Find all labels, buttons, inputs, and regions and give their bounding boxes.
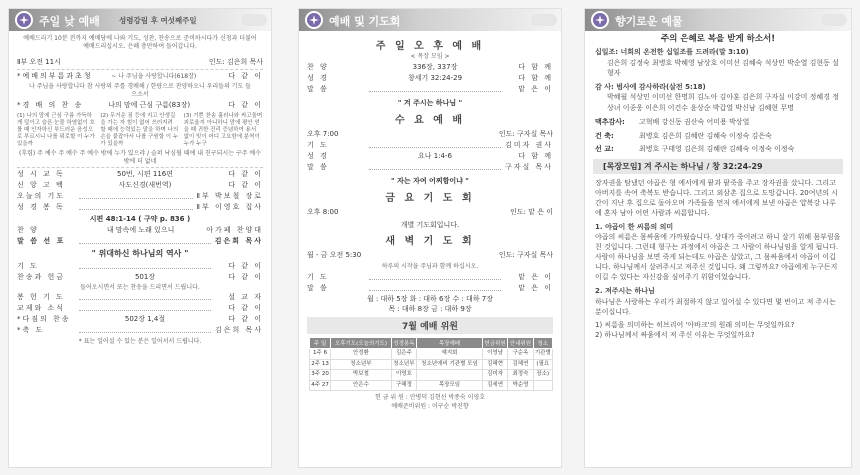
committee-title: 7월 예배 위원 <box>307 317 553 334</box>
verse: (1) 나의 맘에 근심 구름 가득하게 덮이고 슬픈 눈물 하염없이 흐를 때 인자하신 부드러운 음성으로 부르시니 나를 위로할 이 누가 있을까 <box>17 113 95 147</box>
order-row: 찬 양 336장, 337장 다 함 께 <box>307 63 553 71</box>
church-logo-icon <box>591 11 609 29</box>
offering-note: 들어오시면서 또는 찬송을 드리면서 드립니다. <box>80 284 200 291</box>
order-row: *다짐의 찬송 502장 1,4절 다 같 이 <box>17 315 263 323</box>
hymn-verses <box>9 111 271 150</box>
order-row: 말 씀 맡 은 이 <box>307 85 553 93</box>
order-row: *경 배 의 찬 송 나의 맘에 근심 구름(83장) 다 같 이 <box>17 101 263 109</box>
dawn-title: 새 벽 기 도 회 <box>385 236 475 247</box>
tithe-names: 김은희 김정숙 최병호 박혜영 남상호 이미선 김혜숙 석상민 박순열 김현동 설형자 <box>607 58 839 77</box>
study-heading: [목장모임] 겨 주시는 하나님 / 창 32:24-29 <box>593 159 843 174</box>
point-1-body: 야곱의 씨름은 몸싸움에 가까웠습니다. 상대가 죽이려고 하니 살기 위해 몸부림을 친 것입니다. 그런데 형구는 과정에서 야곱은 그 사람이 하나님임을 알게 됩니다. 사람이 하나님을 보면 죽게 되는데도 야곱은 살았고, 그 몸싸움에서 야곱이 이깁니다. 하나님께서 살려주시고 져주신 것입니다. 왜 그렇까요? 야곱에게 누구든지 이길 수 있다는 자신감을 심어주기 위함이었습니다. <box>595 233 841 281</box>
worship-prayer-panel <box>298 8 562 468</box>
dawn-note: 하루의 시작을 주님과 함께 하십시오. <box>381 263 479 270</box>
panel-header <box>9 9 271 31</box>
order-row: 성 경 봉 독 Ⅱ부 이영호 집사 <box>17 203 263 211</box>
verse: (3) 기쁜 찬송 흘러나와 싸고돌며 괴로웁지 아니하니 맘에 평안 얻을 때 귀한 진리 증념하여 용서 없이 빚이 어디 고요함에 분씩이 누가 누구 <box>183 113 263 147</box>
point-2-heading: 2. 져주시는 하나님 <box>595 287 655 295</box>
panel-header <box>585 9 851 31</box>
divider <box>17 69 263 70</box>
divider <box>17 167 263 168</box>
order-row: 말 씀 구자실 목사 <box>307 163 553 171</box>
order-row: 기 도 맡 은 이 <box>307 273 553 281</box>
table-header: 주 일 오후기도(오늘의기도) 성경봉독 목장예배 헌금위원 안내위원 청소 <box>310 338 553 349</box>
sermon-title: " 위대하신 하나님의 역사 " <box>91 249 189 258</box>
sunday-service-panel <box>8 8 272 468</box>
pm-service-sub: < 목장 모임 > <box>410 53 450 60</box>
order-row: *축 도 김은희 목사 <box>17 326 263 334</box>
order-row: 기 도 다 같 이 <box>17 262 263 270</box>
offerings-panel <box>584 8 852 468</box>
committee-footer: 예배준비위원 : 이구순 박진향 <box>391 403 469 410</box>
panel-title: 향기로운 예물 <box>615 15 683 28</box>
question-1: 1) 씨름을 의미하는 히브리어 '아바크'의 원래 의미는 무엇일까요? <box>595 320 795 329</box>
order-row: 성 경 창세기 32:24-29 다 함 께 <box>307 74 553 82</box>
scripture-ref: 시편 48:1-14 ( 구약 p. 836 ) <box>89 215 191 223</box>
tithe-heading: 십일조: 너희의 온전한 십일조를 드려라(말 3:10) <box>595 48 749 56</box>
table-row: 1주 6 안정환 김은주 예지회 이영남 구순옥 기관별 <box>310 349 553 360</box>
offering-row: 맥추감사: 고혁배 강신동 권산숙 어미용 박상열 <box>595 118 750 126</box>
order-row: 성 경 요나 1:4-6 다 함 께 <box>307 152 553 160</box>
committee-table <box>309 337 553 391</box>
question-2: 2) 하나님께서 싸움에서 져 주신 이유는 무엇일까요? <box>595 331 755 339</box>
point-1-heading: 1. 야곱이 한 씨름의 의미 <box>595 222 674 231</box>
order-row: 찬 양 내 맘속에 노래 있으니 아가페 찬양대 <box>17 226 263 234</box>
time-row: 월 - 금 오전 5:30 인도: 구자실 목사 <box>307 251 553 259</box>
panel-title: 주일 낮 예배 <box>39 15 100 28</box>
intro-text: 예배드리기 10분 전까지 예배당에 나와 기도, 성찬, 찬송으로 준비하시다가 신청과 더불어 예배드리십시오. 은혜 충만하여 들어갑니다. <box>23 35 257 50</box>
panel-subtitle: 성령강림 후 여섯째주일 <box>119 16 197 25</box>
offering-row: 건 축: 최병호 김은희 김혜란 김혜숙 이정숙 김은숙 <box>595 131 772 140</box>
order-row: 말 씀 선 포 김은희 목사 <box>17 237 263 245</box>
table-row: 2주 13 청소년부 청소년부 청소년에비 기관별 모임 김혜현 김혜연 (필요 <box>310 359 553 370</box>
wed-theme: " 자는 자여 어찌함이냐 " <box>391 177 469 185</box>
order-row: 기 도 김미자 권사 <box>307 141 553 149</box>
footer-note: * 표는 일어설 수 있는 분은 일어서서 드립니다. <box>78 338 202 345</box>
order-row: 말 씀 맡 은 이 <box>307 284 553 292</box>
fri-note: 개별 기도회입니다. <box>400 221 460 229</box>
hymn-refrain: (후렴) 주 예수 주 예수 주 예수 밖에 누가 있으랴 / 슬퍼 낙심될 때에 내 친구되시는 구주 예수 밖에 더 없네 <box>19 150 261 165</box>
church-logo-icon <box>305 11 323 29</box>
order-row: 찬송과 헌금 501장 다 같 이 <box>17 273 263 281</box>
thanks-heading: 감 사: 범사에 감사하라(살전 5:18) <box>595 82 706 91</box>
panel-title: 예배 및 기도회 <box>329 15 401 28</box>
pm-theme: " 겨 주시는 하나님 " <box>397 99 463 107</box>
panel-header <box>299 9 561 31</box>
offering-banner: 주의 은혜로 복을 받게 하소서! <box>660 34 776 44</box>
thanks-names: 박혜월 석상민 이미선 한명희 김노아 김아훈 김은희 구자실 이강미 정혜경 정상녀 이종웅 이은희 이건수 윤상순 박갑열 박신남 김혜현 무명 <box>607 93 839 112</box>
order-row: 성 시 교 독 50번, 시편 116편 다 같 이 <box>17 170 263 178</box>
reading-schedule: 월 : 대하 5장 화 : 대하 6장 수 : 대하 7장 <box>366 295 494 303</box>
fri-title: 금 요 기 도 회 <box>385 193 475 204</box>
table-row: 3주 20 박보철 이영호 김미자 최정숙 장소) <box>310 370 553 381</box>
committee-footer: 헌 금 위 원 : 안병덕 김현선 박종숙 이영호 <box>374 394 486 401</box>
service-leader: 인도: 김은희 목사 <box>208 58 263 66</box>
order-row: 교제와 소식 다 같 이 <box>17 304 263 312</box>
pm-service-title: 주 일 오 후 예 배 <box>375 41 485 52</box>
header-ornament <box>531 14 557 26</box>
table-row: 4주 27 안은수 구혜정 목장모임 김세연 박순영 <box>310 380 553 391</box>
call-lyrics: 나 주님을 사랑합니다 참 사랑의 주를 경배해 / 한량으로 찬양하오니 우리들의 기도 들으소서 <box>29 83 251 98</box>
time-row: 오후 7:00 인도: 구자실 목사 <box>307 130 553 138</box>
church-logo-icon <box>15 11 33 29</box>
header-ornament <box>241 14 267 26</box>
wed-service-title: 수 요 예 배 <box>394 115 466 126</box>
header-ornament <box>821 14 847 26</box>
verse: (2) 무거운 짐 등에 지고 안생길을 가는 자 힘이 없어 쓰러지려 할 때에 능력있는 말을 하며 나의 손을 붙잡아서 나를 구원할 이 누가 있을까 <box>100 113 179 147</box>
offering-row: 선 교: 최병호 구태영 김은희 김혜란 김혜숙 이정숙 이정숙 <box>595 145 795 153</box>
time-row: 오후 8:00 인도: 맡 은 이 <box>307 208 553 216</box>
reading-schedule: 목 : 대하 8장 금 : 대하 9장 <box>388 305 472 313</box>
time-row <box>9 57 271 68</box>
order-row: 오늘의 기도 Ⅱ부 박보철 장로 <box>17 192 263 200</box>
study-intro: 장자권을 탐냈던 야곱은 형 에서에게 팥과 팥죽을 주고 장자권을 샀니다. 그리고 아버지를 속여 축복도 받습니다. 그리고 외삼촌 집으로 도망갑니다. 20여년의 시간이 지난 후 집으로 돌아오며 가족들을 먼저 에서에게 보낸 야곱은 얍복강 나루에 혼자 남아 어떤 사람과 씨름합니다. <box>595 178 839 217</box>
point-2-body: 하나님은 사랑하는 우리가 최절하지 않고 일어설 수 있다면 몇 번이고 져 주시는 분이십니다. <box>595 297 836 316</box>
order-row: *예배의부름과초청 ~ 나 주님을 사랑합니다(618장) 다 같 이 <box>17 72 263 80</box>
order-row: 신 앙 고 백 사도신경(새번역) 다 같 이 <box>17 181 263 189</box>
service-time: Ⅱ부 오전 11시 <box>17 58 61 66</box>
order-row: 봉 헌 기 도 설 교 자 <box>17 293 263 301</box>
